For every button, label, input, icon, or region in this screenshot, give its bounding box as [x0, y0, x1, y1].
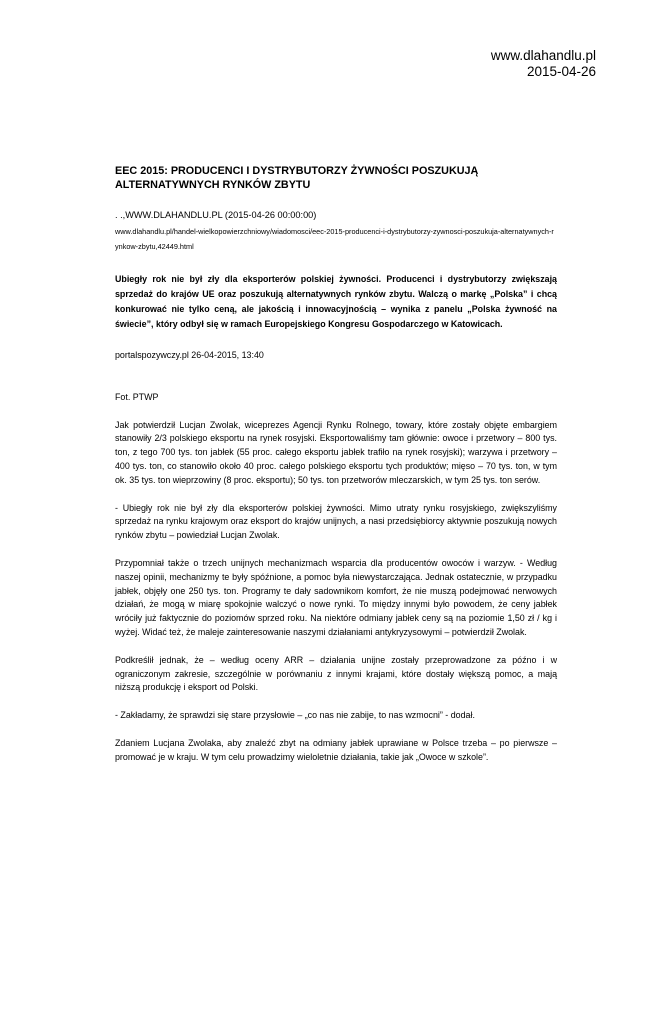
- article-title: EEC 2015: PRODUCENCI I DYSTRYBUTORZY ŻYWNOŚCI POSZUKUJĄ ALTERNATYWNYCH RYNKÓW ZBYTU: [115, 165, 479, 191]
- article-paragraph: Przypomniał także o trzech unijnych mechanizmach wsparcia dla producentów owoców i warzyw. - Według naszej opinii, mechanizmy te były spóźnione, a pomoc była niewystarczająca. Jednak ostatecznie, w przypadku jabłek, objęły one 250 tys. ton. Programy te dały sadownikom komfort, że nie muszą podejmować nerwowych działań, że mogą w miarę spokojnie walczyć o nowe rynki. To między innymi było powodem, że ceny jabłek wróciły już faktycznie do poziomów sprzed roku. Na niektóre odmiany jabłek ceny są na poziomie 1,50 zł / kg i wyżej. Widać też, że maleje zainteresowanie naszymi działaniami antykryzysowymi – potwierdził Zwolak.: [115, 557, 557, 637]
- article-paragraph: Jak potwierdził Lucjan Zwolak, wiceprezes Agencji Rynku Rolnego, towary, które zostały objęte embargiem stanowiły 2/3 polskiego eksportu na rynek rosyjski. Eksportowaliśmy tam głównie: owoce i przetwory – 800 tys. ton, z tego 700 tys. ton jabłek (55 proc. całego eksportu jabłek trafiło na rynek rosyjski); warzywa i przetwory – 400 tys. ton, co stanowiło około 40 proc. całego polskiego eksportu tych produktów; mięso – 70 tys. ton, w tym ok. 35 tys. ton wieprzowiny (8 proc. eksportu); 50 tys. ton przetworów mleczarskich, w tym 25 tys. ton serów.: [115, 419, 557, 485]
- article-paragraph: Zdaniem Lucjana Zwolaka, aby znaleźć zbyt na odmiany jabłek uprawiane w Polsce trzeba – po pierwsze – promować je w kraju. W tym celu prowadzimy wieloletnie działania, takie jak „Owoce w szkole”.: [115, 737, 557, 762]
- photo-credit: Fot. PTWP: [115, 391, 159, 402]
- article-portal-date: portalspozywczy.pl 26-04-2015, 13:40: [115, 350, 264, 360]
- article-source: . .,WWW.DLAHANDLU.PL (2015-04-26 00:00:00): [115, 210, 317, 220]
- header-date: 2015-04-26: [526, 64, 596, 79]
- page-header: [491, 48, 596, 80]
- article-paragraph: - Zakładamy, że sprawdzi się stare przysłowie – „co nas nie zabije, to nas wzmocni” - dodał.: [115, 710, 475, 721]
- article: [115, 164, 557, 765]
- site-name: www.dlahandlu.pl: [490, 48, 596, 63]
- article-url: www.dlahandlu.pl/handel-wielkopowierzchniowy/wiadomosci/eec-2015-producenci-i-dystrybutorzy-zywnosci-poszukuja-alternatywnych-rynkow-zbytu,42449.html: [115, 227, 554, 251]
- article-lead: Ubiegły rok nie był zły dla eksporterów polskiej żywności. Producenci i dystrybutorzy zwiększają sprzedaż do krajów UE oraz poszukują alternatywnych rynków zbytu. Walczą o markę „Polska” i chcą konkurować nie tylko ceną, ale jakością i innowacyjnością – wynika z panelu „Polska żywność na świecie”, który odbył się w ramach Europejskiego Kongresu Gospodarczego w Katowicach.: [115, 274, 557, 329]
- article-paragraph: Podkreślił jednak, że – według oceny ARR – działania unijne zostały przeprowadzone za późno i w ograniczonym zakresie, szczególnie w porównaniu z innymi krajami, które dostały większą pomoc, a mają niższą produkcję i eksport od Polski.: [115, 654, 557, 693]
- article-paragraph: - Ubiegły rok nie był zły dla eksporterów polskiej żywności. Mimo utraty rynku rosyjskiego, zwiększyliśmy sprzedaż na rynku krajowym oraz eksport do krajów unijnych, a nasi przedsiębiorcy aktywnie poszukują nowych rynków zbytu – powiedział Lucjan Zwolak.: [115, 502, 557, 541]
